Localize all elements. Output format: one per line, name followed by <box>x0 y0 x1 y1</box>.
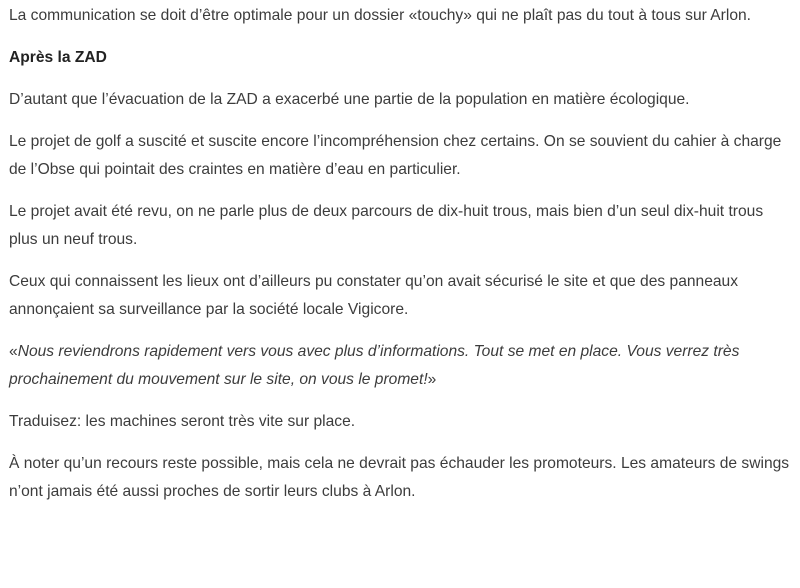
quote-close-mark: » <box>427 371 437 388</box>
paragraph-golf-project: Le projet de golf a suscité et suscite encore l’incompréhension chez certains. On se souvient du cahier à charge de l’Obse qui pointait des craintes en matière d’eau en particulier. <box>9 133 782 178</box>
quote-open-mark: « <box>9 343 18 360</box>
paragraph-zad: D’autant que l’évacuation de la ZAD a exacerbé une partie de la population en matière écologique. <box>9 91 690 108</box>
paragraph-communication: La communication se doit d’être optimale pour un dossier «touchy» qui ne plaît pas du tout à tous sur Arlon. <box>9 7 752 24</box>
paragraph-site-security: Ceux qui connaissent les lieux ont d’ailleurs pu constater qu’on avait sécurisé le site et que des panneaux annonçaient sa surveillance par la société locale Vigicore. <box>9 273 739 318</box>
paragraph-translation: Traduisez: les machines seront très vite sur place. <box>9 413 356 430</box>
quote-text: Nous reviendrons rapidement vers vous avec plus d’informations. Tout se met en place. Vous verrez très prochainement du mouvement sur le site, on vous le promet! <box>9 343 740 388</box>
quote-paragraph <box>9 338 792 394</box>
paragraph-appeal: À noter qu’un recours reste possible, mais cela ne devrait pas échauder les promoteurs. Les amateurs de swings n’ont jamais été aussi proches de sortir leurs clubs à Arlon. <box>9 455 790 500</box>
article-body <box>0 2 800 506</box>
paragraph-project-revised: Le projet avait été revu, on ne parle plus de deux parcours de dix-huit trous, mais bien d’un seul dix-huit trous plus un neuf trous. <box>9 203 764 248</box>
section-heading: Après la ZAD <box>9 49 107 66</box>
